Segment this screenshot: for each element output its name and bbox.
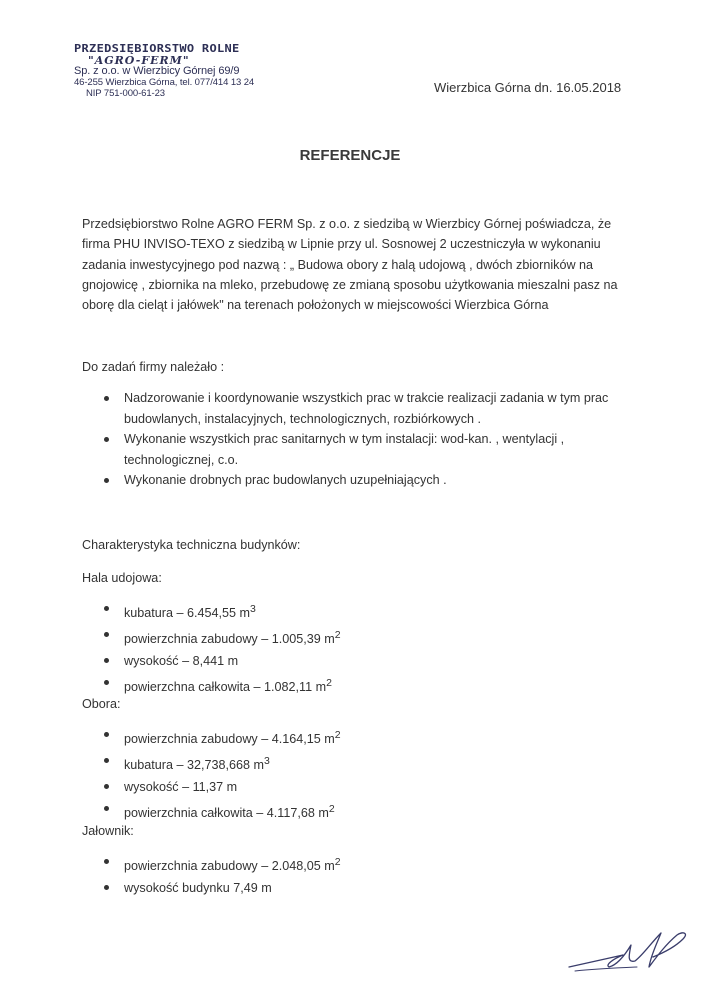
duties-heading: Do zadań firmy należało : [82, 360, 225, 374]
heifer-barn-spec-list [0, 851, 620, 899]
handwritten-signature [565, 925, 695, 980]
spec-text: wysokość – 8,441 m [124, 654, 239, 669]
company-stamp [74, 44, 274, 99]
specs-heading: Charakterystyka techniczna budynków: [82, 538, 301, 552]
stamp-address-line: Sp. z o.o. w Wierzbicy Górnej 69/9 [74, 65, 240, 77]
duties-list [0, 388, 620, 491]
list-item [0, 724, 620, 750]
stamp-company-name: "AGRO-FERM" [88, 54, 190, 67]
spec-text: kubatura – 6.454,55 m [124, 606, 251, 621]
list-item [0, 624, 620, 650]
list-item [0, 776, 620, 798]
list-item [0, 598, 620, 624]
list-item [0, 750, 620, 776]
stamp-tax-id: NIP 751-000-61-23 [86, 88, 165, 99]
spec-text: powierzchna całkowita – 1.082,11 m [124, 680, 327, 695]
spec-text: wysokość – 11,37 m [124, 780, 238, 795]
unit-exponent: 2 [326, 677, 332, 690]
place-and-date: Wierzbica Górna dn. 16.05.2018 [434, 80, 622, 95]
list-item [0, 877, 620, 899]
stamp-company-type: PRZEDSIĘBIORSTWO ROLNE [74, 42, 240, 55]
unit-exponent: 3 [264, 755, 270, 768]
hall-heading: Hala udojowa: [82, 571, 162, 585]
barn-heading: Obora: [82, 697, 121, 711]
intro-paragraph: Przedsiębiorstwo Rolne AGRO FERM Sp. z o.o. z siedzibą w Wierzbicy Górnej poświadcza, że firma PHU INVISO-TEXO z siedzibą w Lipnie przy ul. Sosnowej 2 uczestniczyła w wykonaniu zadania inwestycyjnego pod nazwą : „ Budowa obory z halą udojową , dwóch zbiorników na gnojowicę , zbiornika na mleko, przebudowę ze zmianą sposobu użytkowania mieszalni pasz na oborę dla cieląt i jałówek" na terenach położonych w miejscowości Wierzbica Górna [82, 217, 618, 313]
unit-exponent: 2 [334, 856, 341, 868]
unit-exponent: 2 [334, 729, 341, 741]
unit-exponent: 3 [250, 603, 256, 615]
unit-exponent: 2 [328, 803, 335, 816]
unit-exponent: 2 [334, 629, 341, 642]
list-item [0, 672, 620, 698]
spec-text: powierzchnia zabudowy – 1.005,39 m [124, 632, 335, 647]
hall-spec-list [0, 598, 620, 699]
list-item: Nadzorowanie i koordynowanie wszystkich prac w trakcie realizacji zadania w tym prac budowlanych, instalacyjnych, technologicznych, rozbiórkowych . [0, 388, 620, 429]
list-item: Wykonanie drobnych prac budowlanych uzupełniających . [0, 470, 620, 491]
spec-text: kubatura – 32,738,668 m [124, 758, 265, 773]
list-item [0, 798, 620, 824]
spec-text: powierzchnia zabudowy – 2.048,05 m [124, 859, 335, 874]
stamp-postal-line: 46-255 Wierzbica Górna, tel. 077/414 13 24 [74, 77, 255, 88]
barn-spec-list [0, 724, 620, 825]
heifer-barn-heading: Jałownik: [82, 824, 134, 838]
spec-text: powierzchnia całkowita – 4.117,68 m [124, 806, 329, 821]
list-item [0, 650, 620, 672]
document-title: REFERENCJE [299, 147, 401, 164]
spec-text: powierzchnia zabudowy – 4.164,15 m [124, 732, 335, 747]
list-item [0, 851, 620, 877]
spec-text: wysokość budynku 7,49 m [124, 881, 272, 896]
list-item: Wykonanie wszystkich prac sanitarnych w tym instalacji: wod-kan. , wentylacji , technologicznej, c.o. [0, 429, 620, 470]
